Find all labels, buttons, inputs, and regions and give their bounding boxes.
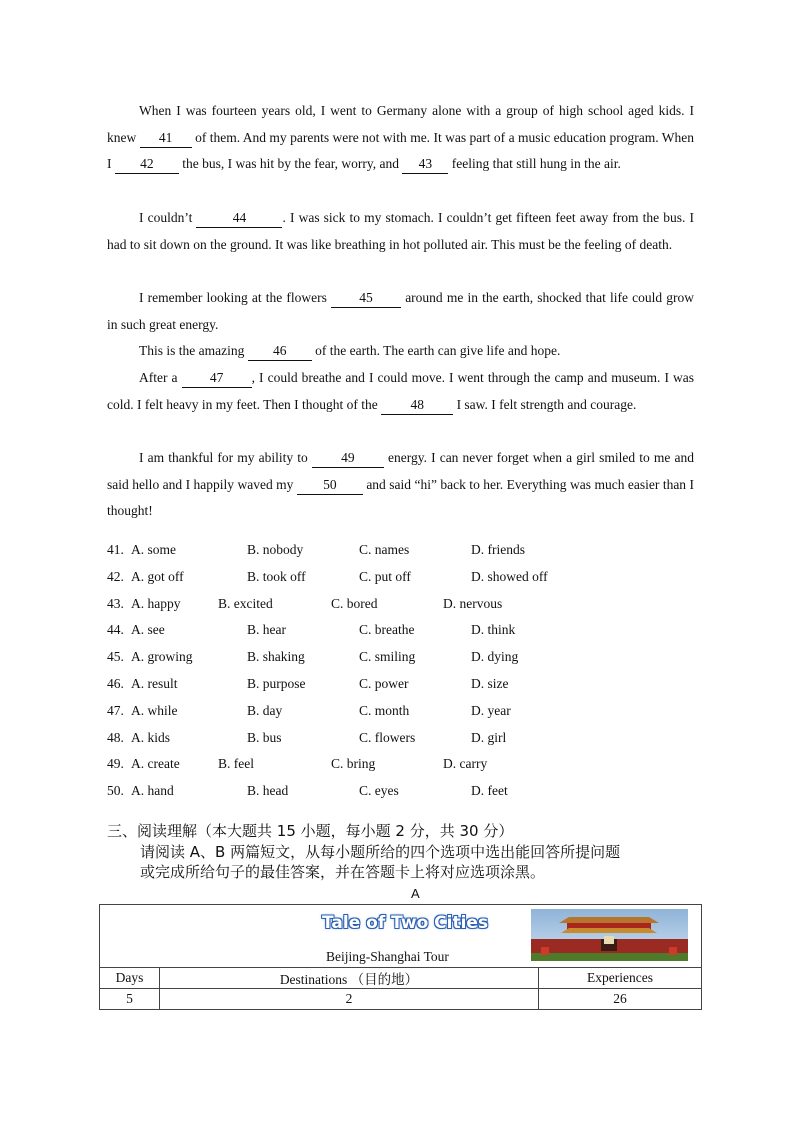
option-a: A. kids bbox=[131, 729, 171, 745]
question-number: 44. bbox=[107, 622, 124, 638]
option-a: A. while bbox=[131, 702, 178, 718]
blank-41: 41 bbox=[140, 129, 192, 148]
option-a: A. some bbox=[131, 542, 176, 557]
option-b: B. hear bbox=[247, 622, 286, 638]
option-c: C. month bbox=[359, 702, 410, 718]
question-number: 47. bbox=[107, 702, 124, 718]
question-number: 43. bbox=[107, 595, 124, 611]
option-d: D. size bbox=[471, 675, 509, 691]
question-number: 42. bbox=[107, 568, 124, 584]
option-d: D. carry bbox=[443, 756, 488, 772]
value-destinations: 2 bbox=[160, 989, 539, 1010]
passage-paragraph-5 bbox=[107, 365, 694, 418]
part-label: A bbox=[411, 886, 420, 901]
tour-title: Tale of Two Cities bbox=[322, 913, 489, 933]
option-d: D. year bbox=[471, 702, 511, 718]
section-title: 三、阅读理解（本大题共 15 小题，每小题 2 分，共 30 分） bbox=[107, 822, 514, 840]
blank-48: 48 bbox=[381, 396, 453, 415]
option-b: B. head bbox=[247, 783, 289, 799]
passage-text: I am thankful for my ability to bbox=[139, 450, 308, 465]
passage-text: I couldn’t bbox=[139, 210, 193, 225]
instruction-line-1: 请阅读 A、B 两篇短文，从每小题所给的四个选项中选出能回答所提问题 bbox=[140, 843, 621, 861]
option-a: A. see bbox=[131, 622, 165, 638]
question-number: 49. bbox=[107, 756, 124, 772]
option-c: C. flowers bbox=[359, 729, 416, 745]
passage-text: of them. And my parents were not with me. It was part of a music education program. When I bbox=[107, 129, 695, 172]
option-b: B. shaking bbox=[247, 649, 305, 665]
option-d: D. think bbox=[471, 622, 516, 638]
question-number: 46. bbox=[107, 675, 124, 691]
option-a: A. hand bbox=[131, 783, 174, 799]
tiananmen-photo-icon bbox=[531, 909, 688, 961]
option-a: A. create bbox=[131, 756, 180, 772]
passage-paragraph-6 bbox=[107, 445, 694, 525]
question-number: 45. bbox=[107, 649, 124, 665]
blank-43: 43 bbox=[402, 155, 448, 174]
option-c: C. smiling bbox=[359, 649, 416, 665]
option-b: B. bus bbox=[247, 729, 282, 745]
option-b: B. excited bbox=[218, 595, 273, 611]
option-a: A. got off bbox=[131, 568, 184, 584]
passage-text: of the earth. The earth can give life and hope. bbox=[315, 343, 561, 358]
option-c: C. power bbox=[359, 675, 409, 691]
blank-46: 46 bbox=[248, 342, 312, 361]
blank-49: 49 bbox=[312, 449, 384, 468]
header-days: Days bbox=[100, 968, 160, 989]
header-destinations: Destinations （目的地） bbox=[160, 968, 539, 989]
instruction-line-2: 或完成所给句子的最佳答案，并在答题卡上将对应选项涂黑。 bbox=[140, 863, 546, 881]
blank-50: 50 bbox=[297, 476, 363, 495]
blank-44: 44 bbox=[196, 209, 282, 228]
passage-text: the bus, I was hit by the fear, worry, and bbox=[182, 156, 400, 172]
passage-text: around me in the earth, shocked that life could grow in such great energy. bbox=[107, 290, 694, 332]
passage-text: feeling that still hung in the air. bbox=[451, 156, 621, 172]
passage-text: I remember looking at the flowers bbox=[139, 290, 327, 305]
option-a: A. happy bbox=[131, 595, 181, 611]
passage-text: energy. I can never forget when a girl smiled to me and said hello and I happily waved my bbox=[107, 450, 694, 492]
section-instruction bbox=[140, 842, 680, 882]
passage-text: I saw. I felt strength and courage. bbox=[456, 396, 637, 412]
passage-paragraph-4 bbox=[107, 338, 694, 365]
passage-text: When I was fourteen years old, I went to Germany alone with a group of high school aged kids. I knew bbox=[107, 103, 694, 145]
value-experiences: 26 bbox=[539, 989, 702, 1010]
passage-paragraph-2 bbox=[107, 205, 694, 258]
passage-paragraph-3 bbox=[107, 285, 694, 338]
passage-text: This is the amazing bbox=[139, 343, 245, 358]
option-b: B. purpose bbox=[247, 675, 306, 691]
option-b: B. day bbox=[247, 702, 283, 718]
passage-text: , I could breathe and I could move. I went through the camp and museum. I was cold. I felt heavy in my feet. Then I thought of the bbox=[107, 370, 695, 412]
blank-47: 47 bbox=[182, 369, 252, 388]
tour-subtitle: Beijing-Shanghai Tour bbox=[326, 949, 449, 964]
option-b: B. took off bbox=[247, 568, 306, 584]
option-a: A. growing bbox=[131, 649, 193, 665]
passage-text: After a bbox=[139, 370, 178, 385]
passage-text: . I was sick to my stomach. I couldn’t get fifteen feet away from the bus. I had to sit down on the ground. It was like breathing in hot polluted air. This must be the feeling of death. bbox=[107, 210, 695, 252]
option-d: D. dying bbox=[471, 649, 519, 665]
option-c: C. breathe bbox=[359, 622, 415, 638]
passage-paragraph-1 bbox=[107, 98, 694, 178]
option-b: B. feel bbox=[218, 756, 254, 772]
option-d: D. girl bbox=[471, 729, 507, 745]
option-c: C. put off bbox=[359, 568, 411, 584]
option-b: B. nobody bbox=[247, 542, 304, 557]
blank-42: 42 bbox=[115, 155, 179, 174]
option-d: D. friends bbox=[471, 542, 525, 557]
header-experiences: Experiences bbox=[539, 968, 702, 989]
option-a: A. result bbox=[131, 675, 178, 691]
option-c: C. bored bbox=[331, 595, 378, 611]
tour-header-cell bbox=[100, 905, 702, 968]
passage-text: and said “hi” back to her. Everything was much easier than I thought! bbox=[107, 476, 695, 519]
option-d: D. feet bbox=[471, 783, 508, 799]
question-number: 41. bbox=[107, 542, 124, 557]
tour-table bbox=[99, 904, 702, 1010]
option-d: D. showed off bbox=[471, 568, 548, 584]
option-d: D. nervous bbox=[443, 595, 503, 611]
option-c: C. names bbox=[359, 542, 410, 557]
question-number: 48. bbox=[107, 729, 124, 745]
question-number: 50. bbox=[107, 783, 124, 799]
option-c: C. bring bbox=[331, 756, 376, 772]
value-days: 5 bbox=[100, 989, 160, 1010]
blank-45: 45 bbox=[331, 289, 401, 308]
option-c: C. eyes bbox=[359, 783, 399, 799]
